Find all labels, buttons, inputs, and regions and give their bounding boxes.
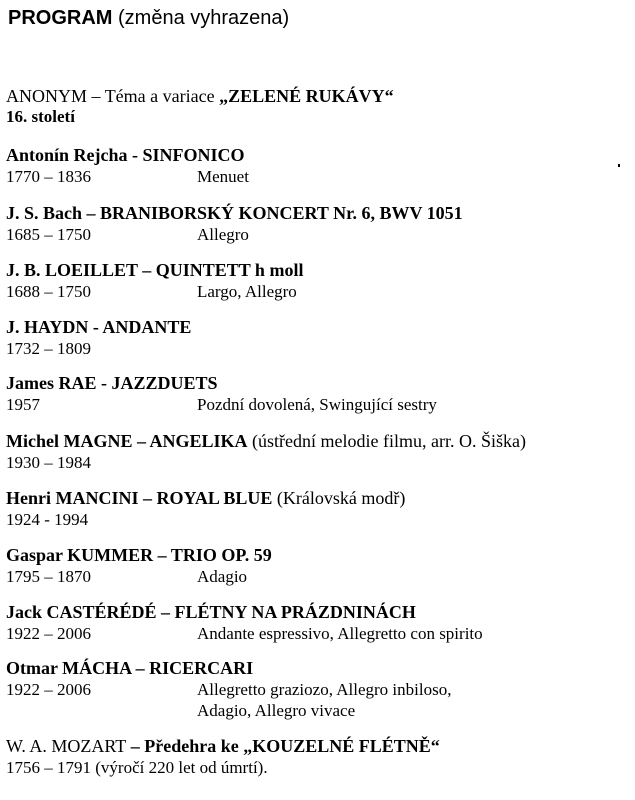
composer: J. S. Bach (6, 203, 83, 223)
composer: James RAE (6, 373, 97, 393)
work-note: (ústřední melodie filmu, arr. O. Šiška) (247, 431, 526, 451)
work: QUINTETT h moll (155, 260, 304, 280)
separator: - (96, 373, 112, 393)
program-header (8, 6, 289, 30)
program-note: (změna vyhrazena) (118, 7, 290, 29)
separator: – (132, 431, 150, 451)
composer: Henri MANCINI (6, 488, 139, 508)
entry-details (6, 224, 631, 245)
program-entry-macha (6, 658, 631, 721)
program-entry-rejcha (6, 145, 631, 187)
pieces: Allegro (197, 225, 249, 244)
entry-title (6, 545, 631, 566)
work: ANGELIKA (149, 431, 248, 451)
pieces: Adagio (197, 567, 248, 586)
composer: Michel MAGNE (6, 431, 133, 451)
work-prefix: Předehra ke (144, 736, 244, 756)
separator: – (156, 602, 175, 622)
entry-details (6, 566, 631, 587)
program-entry-rae (6, 373, 631, 415)
composer: ANONYM (6, 86, 87, 106)
pieces: Menuet (197, 167, 249, 186)
composer: Antonín Rejcha (6, 145, 128, 165)
entry-title (6, 145, 631, 166)
entry-title (6, 431, 631, 452)
work: TRIO OP. 59 (170, 545, 272, 565)
pieces: Pozdní dovolená, Swingující sestry (197, 395, 437, 414)
separator: – (82, 203, 101, 223)
composer: Otmar MÁCHA (6, 658, 132, 678)
composer: W. A. MOZART (6, 736, 127, 756)
entry-title (6, 260, 631, 281)
composer: Gaspar KUMMER (6, 545, 154, 565)
entry-title (6, 86, 631, 107)
program-title: PROGRAM (8, 7, 113, 29)
program-entry-bach (6, 203, 631, 245)
entry-title (6, 317, 631, 338)
entry-title (6, 488, 631, 509)
composer: J. B. LOEILLET (6, 260, 138, 280)
years: 1930 – 1984 (6, 453, 91, 472)
entry-details (6, 166, 631, 187)
work-note: (Královská modř) (272, 488, 406, 508)
separator: – (126, 736, 145, 756)
separator: - (127, 145, 143, 165)
years: 1922 – 2006 (6, 680, 91, 699)
separator: – (138, 488, 157, 508)
work: SINFONICO (142, 145, 245, 165)
entry-title (6, 736, 631, 757)
work: FLÉTNY NA PRÁZDNINÁCH (174, 602, 416, 622)
separator: – (137, 260, 156, 280)
work: „ZELENÉ RUKÁVY“ (219, 86, 394, 106)
entry-title (6, 203, 631, 224)
work: RICERCARI (149, 658, 254, 678)
years: 1688 – 1750 (6, 282, 91, 301)
program-entry-anonym (6, 86, 631, 127)
entry-details (6, 338, 631, 359)
work: ROYAL BLUE (156, 488, 273, 508)
program-entry-magne (6, 431, 631, 473)
entry-details (6, 757, 631, 778)
composer: J. HAYDN (6, 317, 89, 337)
entry-century: 16. století (6, 107, 75, 126)
program-entry-haydn (6, 317, 631, 359)
years: 1770 – 1836 (6, 167, 91, 186)
composer: Jack CASTÉRÉDÉ (6, 602, 157, 622)
program-entry-mozart (6, 736, 631, 778)
separator: – (131, 658, 150, 678)
entry-title (6, 602, 631, 623)
program-entry-casterede (6, 602, 631, 644)
years: 1685 – 1750 (6, 225, 91, 244)
work-prefix: Téma a variace (104, 86, 220, 106)
work: BRANIBORSKÝ KONCERT Nr. 6, BWV 1051 (100, 203, 463, 223)
years: 1924 - 1994 (6, 510, 89, 529)
entry-details (6, 623, 631, 644)
separator: – (153, 545, 171, 565)
pieces: Largo, Allegro (197, 282, 297, 301)
program-entry-kummer (6, 545, 631, 587)
entry-title (6, 658, 631, 679)
separator: – (87, 86, 105, 106)
entry-details (6, 509, 631, 530)
entry-details (6, 679, 631, 721)
work: ANDANTE (102, 317, 192, 337)
entry-details (6, 281, 631, 302)
pieces-line-1: Allegretto graziozo, Allegro inbiloso, (197, 680, 452, 699)
program-entry-loeillet (6, 260, 631, 302)
pieces: Andante espressivo, Allegretto con spirito (197, 624, 483, 643)
program-entry-mancini (6, 488, 631, 530)
years: 1795 – 1870 (6, 567, 91, 586)
pieces (197, 679, 451, 721)
years: 1957 (6, 395, 40, 414)
entry-details (6, 394, 631, 415)
separator: - (88, 317, 103, 337)
entry-title (6, 373, 631, 394)
entry-details (6, 452, 631, 473)
years: 1922 – 2006 (6, 624, 91, 643)
print-speck (618, 164, 620, 167)
pieces-line-2: Adagio, Allegro vivace (197, 701, 356, 720)
work: „KOUZELNÉ FLÉTNĚ“ (243, 736, 440, 756)
years: 1732 – 1809 (6, 339, 91, 358)
work: JAZZDUETS (111, 373, 218, 393)
years: 1756 – 1791 (výročí 220 let od úmrtí). (6, 758, 268, 777)
